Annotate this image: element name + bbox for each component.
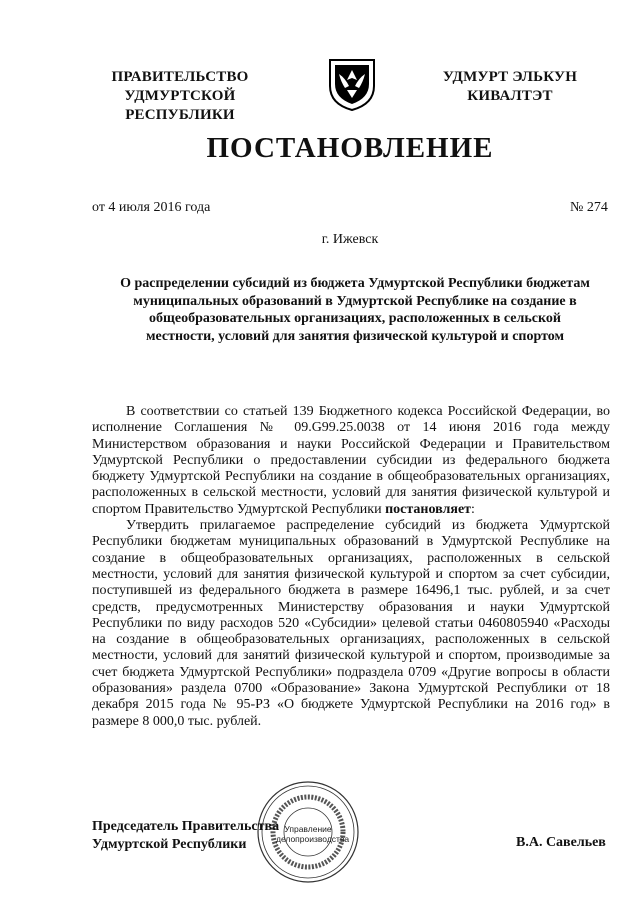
document-city: г. Ижевск xyxy=(321,232,379,247)
header-right xyxy=(420,68,600,106)
stamp-center-text xyxy=(276,824,350,844)
signature-position-line2: Удмуртской Республики xyxy=(92,837,247,852)
body-paragraph-1-text: В соответствии со статьей 139 Бюджетного кодекса Российской Федерации, во исполнение Соглашения № 09.G99.25.0038 от 14 июня 2016 года между Министерством образования и науки Российской Федерации и Правительством Удмуртской Республики о предоставлении субсидии из федерального бюджета бюджету Удмуртской Республики на создание в общеобразовательных организациях, расположенных в сельской местности, условий для занятия физической культурой и спортом Правительство Удмуртской Республики xyxy=(92,404,610,517)
body-paragraph-1-end: : xyxy=(471,501,475,517)
header-left-line2: УДМУРТСКОЙ РЕСПУБЛИКИ xyxy=(124,88,236,123)
header-right-line1: УДМУРТ ЭЛЬКУН xyxy=(442,69,578,85)
document-subject: О распределении субсидий из бюджета Удмуртской Республики бюджетам муниципальных образований в Удмуртской Республике на создание в общеобразовательных организациях, расположенных в сельской местности, условий для занятия физической культурой и спортом xyxy=(120,276,590,344)
body-paragraph-1-bold: постановляет xyxy=(385,501,472,517)
header-right-line2: КИВАЛТЭТ xyxy=(467,88,553,104)
signature-position-line1: Председатель Правительства xyxy=(92,819,280,834)
document-title: ПОСТАНОВЛЕНИЕ xyxy=(206,132,494,164)
header-left-line1: ПРАВИТЕЛЬСТВО xyxy=(111,69,249,85)
document-date: от 4 июля 2016 года xyxy=(92,200,211,215)
stamp-line2: делопроизводства xyxy=(276,834,350,844)
signature-position xyxy=(92,818,279,854)
document-number: № 274 xyxy=(570,200,608,215)
body-paragraph-1 xyxy=(92,404,610,518)
signature-name: В.А. Савельев xyxy=(516,835,606,850)
stamp-line1: Управление xyxy=(284,824,332,834)
udmurt-coat-of-arms-icon xyxy=(327,56,377,112)
document-body xyxy=(92,404,610,730)
body-paragraph-2: Утвердить прилагаемое распределение субсидий из бюджета Удмуртской Республики бюджетам муниципальных образований в Удмуртской Республике на создание в общеобразовательных организациях, расположенных в сельской местности, условий для занятия физической культурой и спортом за счет субсидии, поступившей из федерального бюджета в размере 16496,1 тыс. рублей, и за счет средств, предусмотренных Министерству образования и науки Удмуртской Республики по виду расходов 520 «Субсидии» целевой статьи 0460805940 «Расходы на создание в общеобразовательных организациях, расположенных в сельской местности, условий для занятий физической культурой и спортом, производимые за счет бюджета Удмуртской Республики» подраздела 0709 «Другие вопросы в области образования» раздела 0700 «Образование» Закона Удмуртской Республики от 18 декабря 2015 года № 95-РЗ «О бюджете Удмуртской Республики на 2016 год» в размере 8 000,0 тыс. рублей. xyxy=(92,518,610,729)
header-left xyxy=(70,68,290,125)
